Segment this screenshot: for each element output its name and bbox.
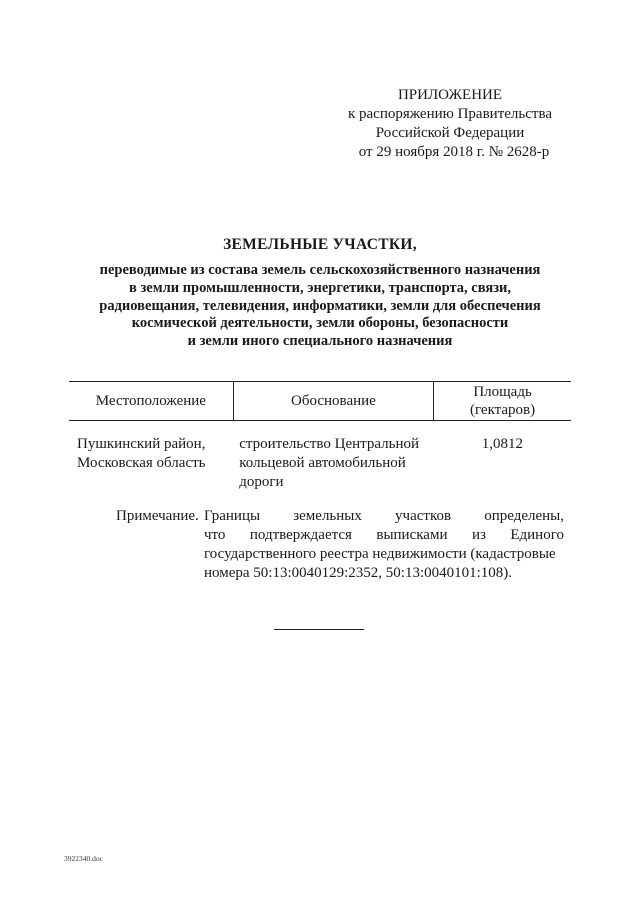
location-line-1: Пушкинский район,: [77, 436, 206, 452]
note-line-2: что подтверждается выписками из Единого: [204, 527, 564, 543]
basis-line-1: строительство Центральной: [239, 436, 420, 452]
appendix-date-line: от 29 ноября 2018 г. № 2628-р: [358, 144, 550, 160]
header-basis: Обоснование: [233, 382, 433, 421]
subtitle-line-4: космической деятельности, земли обороны, безопасности: [131, 315, 509, 332]
appendix-block: [330, 86, 570, 162]
note-line-1: Границы земельных участков определены,: [204, 508, 564, 524]
subtitle-line-3: радиовещания, телевидения, информатики, земли для обеспечения: [99, 297, 541, 314]
header-area-line-2: (гектаров): [469, 402, 536, 418]
note-line-4: номера 50:13:0040129:2352, 50:13:0040101:108).: [204, 565, 513, 581]
header-area: [434, 382, 571, 421]
note-label: Примечание.: [116, 508, 199, 524]
subtitle-line-5: и земли иного специального назначения: [187, 333, 453, 350]
header-area-line-1: Площадь: [473, 384, 532, 400]
note-text: [204, 507, 564, 583]
document-title: ЗЕМЕЛЬНЫЕ УЧАСТКИ,: [223, 236, 417, 253]
location-line-2: Московская область: [77, 455, 206, 471]
table-header-row: [69, 382, 571, 421]
header-location: Местоположение: [69, 382, 233, 421]
appendix-line-2: Российской Федерации: [375, 125, 525, 141]
subtitle-line-2: в земли промышленности, энергетики, транспорта, связи,: [128, 279, 512, 296]
cell-location: [69, 421, 233, 493]
basis-line-2: кольцевой автомобильной: [239, 455, 406, 471]
appendix-line-1: к распоряжению Правительства: [347, 106, 552, 122]
note-line-3: государственного реестра недвижимости (кадастровые: [204, 546, 556, 562]
end-divider: [274, 629, 364, 630]
cell-area: 1,0812: [481, 436, 523, 452]
table-row: [69, 421, 571, 493]
cell-basis: [233, 421, 433, 493]
document-subtitle: [60, 262, 580, 351]
basis-line-3: дороги: [239, 474, 284, 490]
footer-file-code: 3922340.doc: [64, 854, 103, 863]
appendix-heading: ПРИЛОЖЕНИЕ: [397, 87, 503, 103]
subtitle-line-1: переводимые из состава земель сельскохозяйственного назначения: [99, 262, 541, 278]
land-plots-table: [69, 381, 571, 492]
